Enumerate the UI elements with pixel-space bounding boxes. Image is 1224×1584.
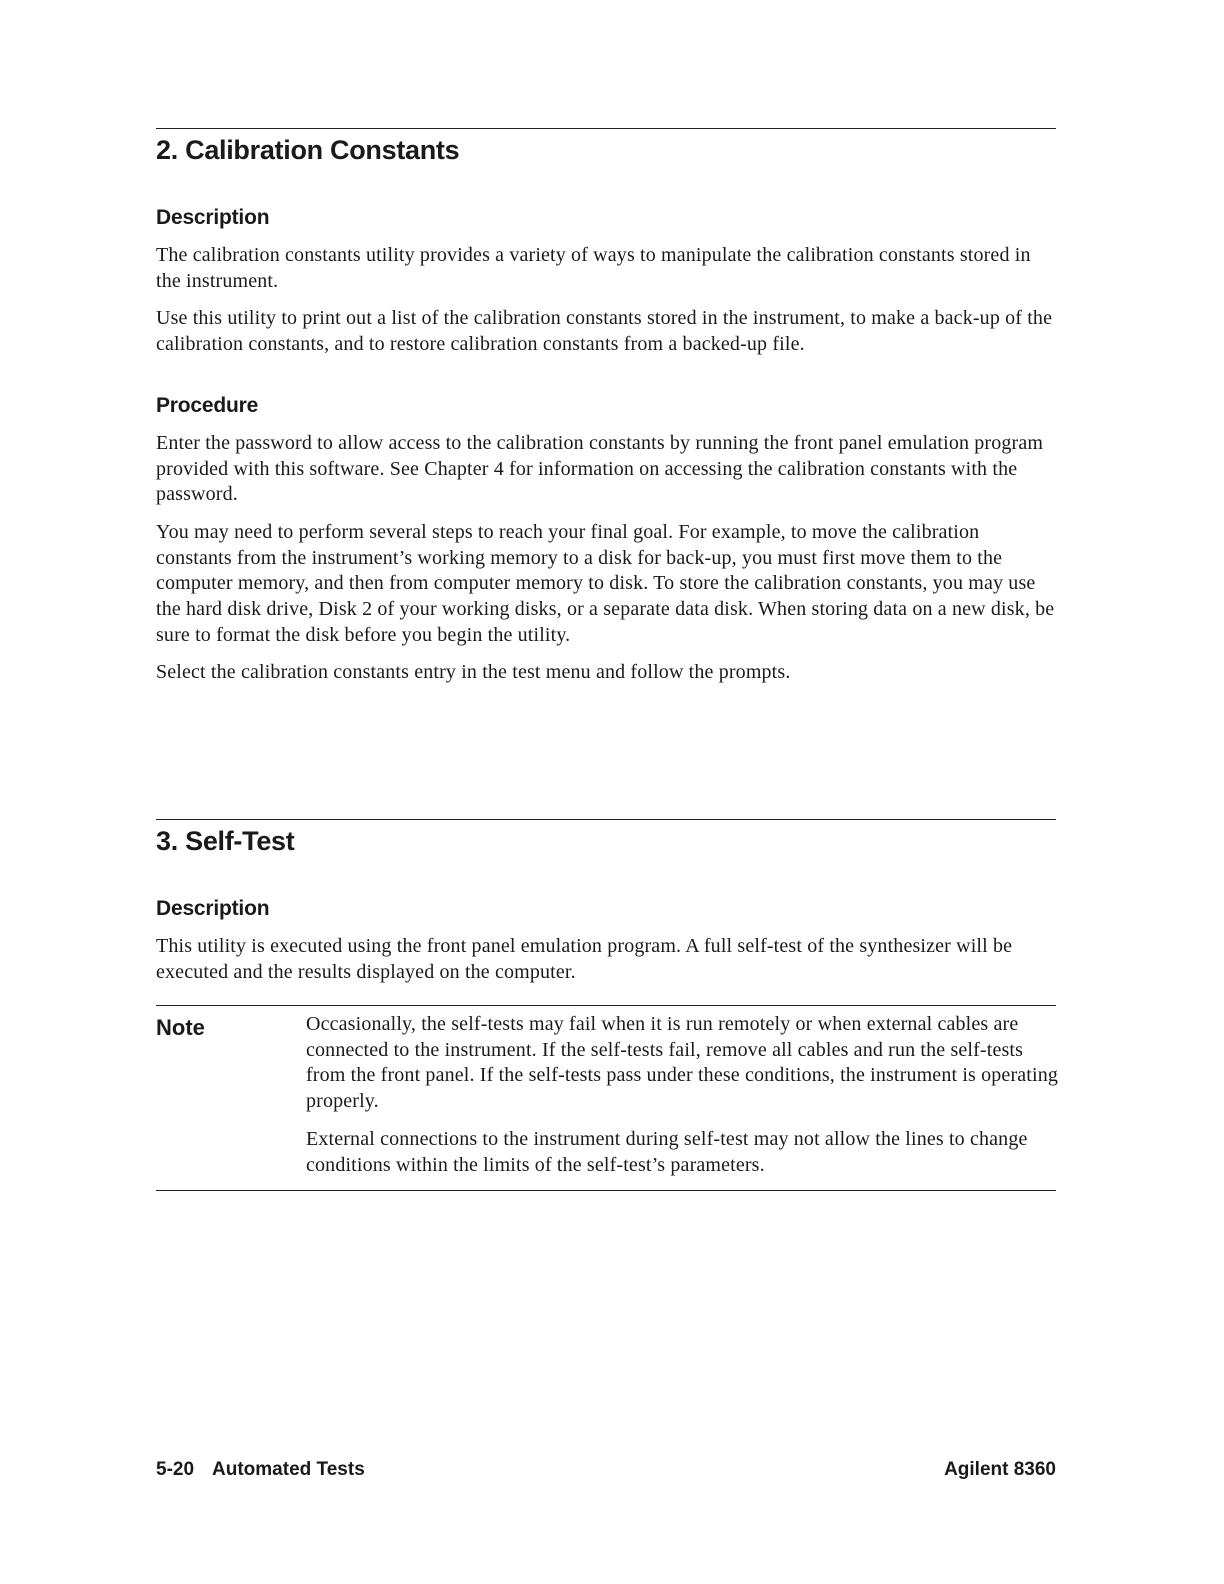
note-body: [306, 1006, 1058, 1190]
subsection-heading-procedure: Procedure: [156, 393, 259, 417]
paragraph: Enter the password to allow access to the calibration constants by running the front panel emulation program provided with this software. See Chapter 4 for information on accessing the calibration constants with the password.: [156, 431, 1044, 506]
paragraph: Use this utility to print out a list of the calibration constants stored in the instrument, to make a back-up of the calibration constants, and to restore calibration constants from a backed-up file.: [156, 307, 1053, 356]
document-page: [156, 0, 1056, 1584]
section-calibration-constants: [156, 128, 1056, 686]
note-box: [156, 1005, 1056, 1191]
subsection-heading-description: Description: [156, 206, 270, 229]
note-paragraph: External connections to the instrument during self-test may not allow the lines to change conditions within the limits of the self-test’s parameters.: [306, 1127, 1028, 1176]
paragraph: Select the calibration constants entry in the test menu and follow the prompts.: [156, 661, 791, 684]
chapter-title: Automated Tests: [212, 1459, 365, 1480]
section-title: 2. Calibration Constants: [156, 135, 460, 165]
note-paragraph: Occasionally, the self-tests may fail when it is run remotely or when external cables are connected to the instrument. If the self-tests fail, remove all cables and run the self-tests from the front panel. If the self-tests pass under these conditions, the instrument is operating properly.: [306, 1013, 1058, 1113]
footer-left: [156, 1458, 365, 1482]
section-rule: [156, 819, 1056, 820]
subsection-heading-description: Description: [156, 897, 270, 920]
product-name: Agilent 8360: [944, 1459, 1056, 1480]
page-number: 5-20: [156, 1459, 195, 1480]
paragraph: You may need to perform several steps to reach your final goal. For example, to move the calibration constants from the instrument’s working memory to a disk for back-up, you must first move them to the computer memory, and then from computer memory to disk. To store the calibration constants, you may use the hard disk drive, Disk 2 of your working disks, or a separate data disk. When storing data on a new disk, be sure to format the disk before you begin the utility.: [156, 520, 1055, 646]
paragraph: This utility is executed using the front panel emulation program. A full self-test of the synthesizer will be executed and the results displayed on the computer.: [156, 935, 1013, 983]
section-rule: [156, 128, 1056, 129]
note-label: Note: [156, 1015, 205, 1040]
paragraph: The calibration constants utility provides a variety of ways to manipulate the calibration constants stored in the instrument.: [156, 244, 1031, 292]
section-self-test: [156, 819, 1056, 985]
section-title: 3. Self-Test: [156, 826, 295, 856]
